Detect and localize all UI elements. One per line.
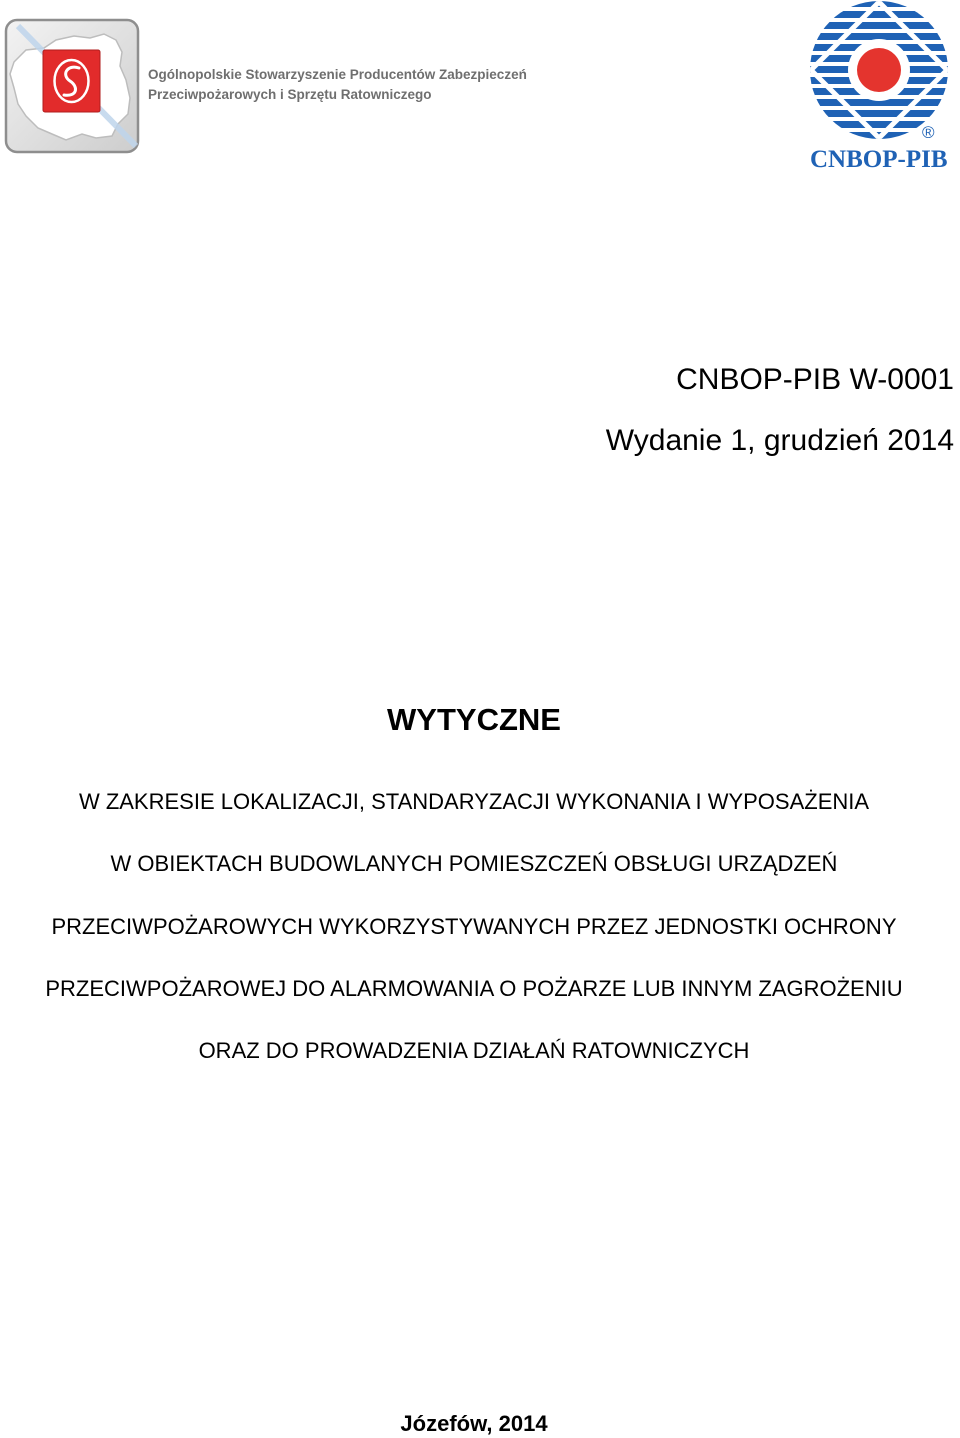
association-name-line-2: Przeciwpożarowych i Sprzętu Ratowniczego [148, 87, 432, 102]
subtitle-line: W OBIEKTACH BUDOWLANYCH POMIESZCZEŃ OBSŁUGI URZĄDZEŃ [110, 851, 838, 876]
place-and-year: Józefów, 2014 [400, 1411, 548, 1436]
document-title: WYTYCZNE [387, 702, 561, 737]
document-code: CNBOP-PIB W-0001 [676, 363, 954, 396]
cnbop-emblem-icon [806, 0, 952, 140]
subtitle-line: PRZECIWPOŻAROWEJ DO ALARMOWANIA O POŻARZE LUB INNYM ZAGROŻENIU [45, 976, 903, 1001]
association-emblem-icon [4, 18, 140, 154]
registered-mark: ® [922, 123, 935, 142]
emblem-red-dot [857, 48, 901, 92]
association-name-line-1: Ogólnopolskie Stowarzyszenie Producentów Zabezpieczeń [148, 67, 527, 82]
subtitle-line: PRZECIWPOŻAROWYCH WYKORZYSTYWANYCH PRZEZ JEDNOSTKI OCHRONY [51, 914, 897, 939]
subtitle-line: ORAZ DO PROWADZENIA DZIAŁAŃ RATOWNICZYCH [198, 1038, 750, 1063]
document-edition: Wydanie 1, grudzień 2014 [605, 424, 954, 457]
cnbop-logo-name: CNBOP-PIB [810, 146, 948, 173]
subtitle-line: W ZAKRESIE LOKALIZACJI, STANDARYZACJI WYKONANIA I WYPOSAŻENIA [78, 789, 870, 814]
